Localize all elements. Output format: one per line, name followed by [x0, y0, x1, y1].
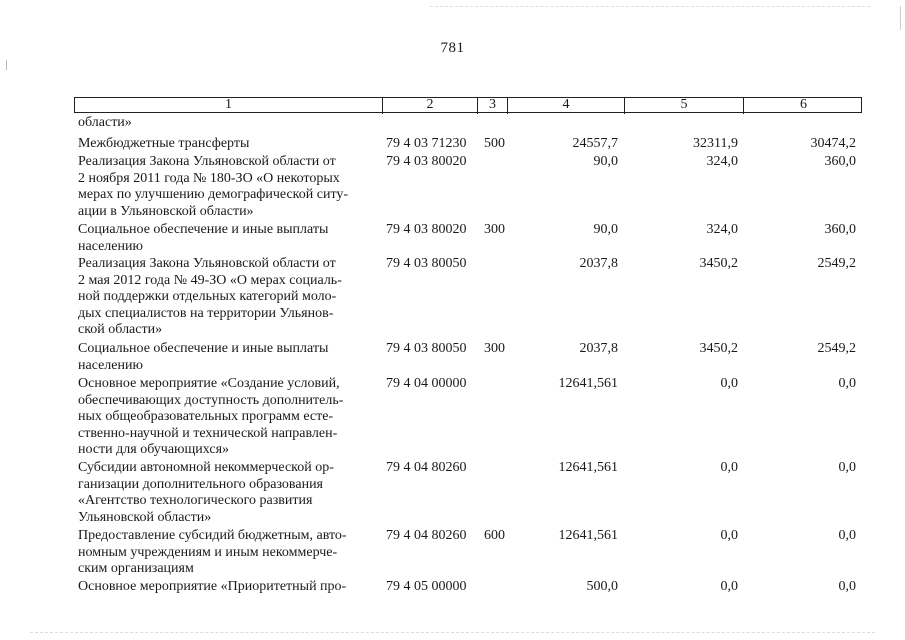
- row-value-col4: 2037,8: [579, 341, 618, 356]
- row-description-line: ганизации дополнительного образования: [78, 476, 323, 492]
- row-description-line: области»: [78, 115, 132, 130]
- row-description-line: Основное мероприятие «Приоритетный про-: [78, 579, 347, 594]
- row-code: 79 4 03 80050: [386, 256, 467, 271]
- row-value-col4: 500,0: [586, 579, 618, 594]
- scan-artifact-bottom: [30, 632, 875, 634]
- row-value-col5: 0,0: [720, 528, 738, 543]
- row-expense-type: 600: [484, 528, 505, 543]
- header-col-1: 1: [225, 97, 232, 112]
- row-description-line: ности для обучающихся»: [78, 442, 230, 458]
- row-value-col4: 12641,561: [558, 376, 618, 391]
- row-description: [78, 222, 376, 255]
- row-description-line: Предоставление субсидий бюджетным, авто-: [78, 528, 347, 543]
- row-description-line: ским организациям: [78, 561, 194, 577]
- row-expense-type: 300: [484, 341, 505, 356]
- row-description-line: «Агентство технологического развития: [78, 493, 313, 509]
- row-description-line: ственно-научной и технической направлен-: [78, 425, 338, 441]
- header-col-6: 6: [743, 97, 863, 114]
- row-value-col4: 24557,7: [572, 136, 618, 151]
- row-description-line: Ульяновской области»: [78, 509, 212, 525]
- row-code: 79 4 03 80020: [386, 154, 467, 169]
- row-description-line: ации в Ульяновской области»: [78, 203, 254, 219]
- row-description-line: Социальное обеспечение и иные выплаты: [78, 341, 329, 356]
- row-description-line: дых специалистов на территории Ульянов-: [78, 305, 334, 321]
- row-code: 79 4 03 71230: [386, 136, 467, 151]
- row-value-col5: 0,0: [720, 376, 738, 391]
- row-description: [78, 154, 376, 220]
- row-description: [78, 579, 376, 596]
- header-col-2: 2: [382, 97, 477, 114]
- row-value-col6: 360,0: [824, 222, 856, 237]
- row-code: 79 4 05 00000: [386, 579, 467, 594]
- row-description-line: Основное мероприятие «Создание условий,: [78, 376, 340, 391]
- scan-artifact-right: [900, 6, 901, 30]
- row-description-line: номным учреждениям и иным некоммерче-: [78, 544, 338, 560]
- row-value-col5: 0,0: [720, 460, 738, 475]
- row-code: 79 4 04 80260: [386, 528, 467, 543]
- row-value-col6: 0,0: [838, 376, 856, 391]
- row-description: [78, 528, 376, 578]
- scan-artifact-left: [6, 60, 7, 70]
- row-description: [78, 115, 376, 132]
- row-value-col4: 2037,8: [579, 256, 618, 271]
- row-description-line: Реализация Закона Ульяновской области от: [78, 154, 336, 169]
- row-description-line: мерах по улучшению демографической ситу-: [78, 187, 349, 203]
- row-description-line: 2 мая 2012 года № 49-ЗО «О мерах социаль-: [78, 272, 342, 288]
- row-description-line: Субсидии автономной некоммерческой ор-: [78, 460, 334, 475]
- row-value-col6: 0,0: [838, 460, 856, 475]
- header-col-4: 4: [507, 97, 624, 114]
- row-value-col4: 12641,561: [558, 460, 618, 475]
- scan-artifact-top: [430, 6, 870, 8]
- row-expense-type: 500: [484, 136, 505, 151]
- row-value-col6: 360,0: [824, 154, 856, 169]
- row-description-line: Реализация Закона Ульяновской области от: [78, 256, 336, 271]
- row-value-col6: 0,0: [838, 579, 856, 594]
- row-description-line: ных общеобразовательных программ есте-: [78, 409, 334, 425]
- row-value-col6: 0,0: [838, 528, 856, 543]
- page-number: 781: [440, 40, 465, 56]
- row-description: [78, 460, 376, 526]
- row-code: 79 4 04 00000: [386, 376, 467, 391]
- row-value-col5: 324,0: [706, 222, 738, 237]
- row-description-line: ской области»: [78, 322, 163, 338]
- row-description: [78, 256, 376, 339]
- row-value-col5: 3450,2: [699, 256, 738, 271]
- row-description-line: Социальное обеспечение и иные выплаты: [78, 222, 329, 237]
- row-expense-type: 300: [484, 222, 505, 237]
- row-value-col6: 2549,2: [817, 341, 856, 356]
- row-description-line: 2 ноября 2011 года № 180-ЗО «О некоторых: [78, 170, 340, 186]
- row-code: 79 4 04 80260: [386, 460, 467, 475]
- row-value-col6: 2549,2: [817, 256, 856, 271]
- table-header: [74, 97, 862, 113]
- row-code: 79 4 03 80050: [386, 341, 467, 356]
- header-col-5: 5: [624, 97, 743, 114]
- row-value-col5: 324,0: [706, 154, 738, 169]
- row-value-col5: 32311,9: [693, 136, 738, 151]
- row-description-line: обеспечивающих доступность дополнитель-: [78, 392, 344, 408]
- row-value-col4: 90,0: [593, 154, 618, 169]
- row-description: [78, 341, 376, 374]
- row-code: 79 4 03 80020: [386, 222, 467, 237]
- row-description-line: населению: [78, 357, 143, 373]
- row-description: [78, 376, 376, 459]
- row-value-col4: 90,0: [593, 222, 618, 237]
- row-value-col5: 0,0: [720, 579, 738, 594]
- row-description-line: населению: [78, 238, 143, 254]
- header-col-3: 3: [477, 97, 507, 114]
- row-description: [78, 136, 376, 153]
- row-description-line: ной поддержки отдельных категорий моло-: [78, 289, 337, 305]
- row-value-col4: 12641,561: [558, 528, 618, 543]
- row-value-col6: 30474,2: [810, 136, 856, 151]
- row-description-line: Межбюджетные трансферты: [78, 136, 250, 151]
- row-value-col5: 3450,2: [699, 341, 738, 356]
